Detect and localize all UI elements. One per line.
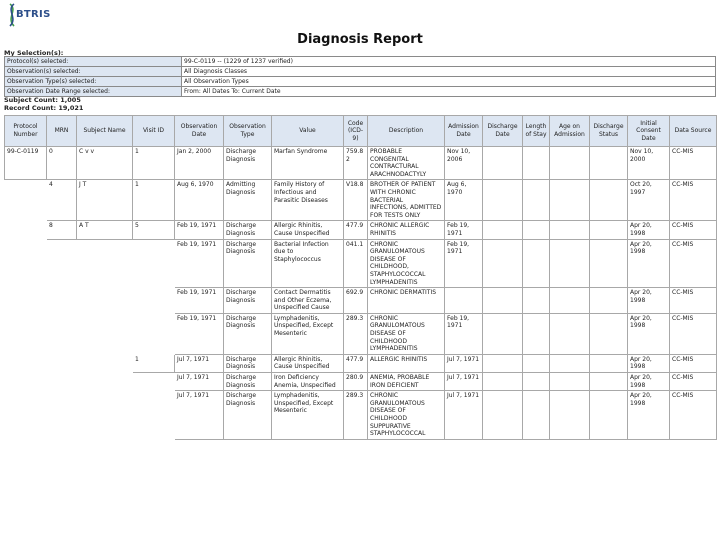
- table-cell: [5, 221, 47, 239]
- table-cell: [5, 180, 47, 221]
- table-cell: [483, 391, 523, 440]
- table-cell: Jul 7, 1971: [445, 373, 483, 391]
- table-cell: CHRONIC GRANULOMATOUS DISEASE OF CHILDHOOD, STAPHYLOCOCCAL LYMPHADENITIS: [368, 239, 445, 288]
- table-cell: [523, 221, 550, 239]
- table-cell: CC-MIS: [670, 288, 717, 314]
- table-cell: [550, 239, 590, 288]
- table-row: [5, 313, 717, 354]
- table-cell: [523, 180, 550, 221]
- table-cell: CHRONIC GRANULOMATOUS DISEASE OF CHILDHOOD LYMPHADENITIS: [368, 313, 445, 354]
- table-cell: [523, 147, 550, 180]
- table-cell: Feb 19, 1971: [445, 313, 483, 354]
- table-cell: [133, 288, 175, 314]
- table-cell: 4: [47, 180, 77, 221]
- table-cell: Bacterial Infection due to Staphylococcus: [272, 239, 344, 288]
- table-cell: [47, 373, 77, 391]
- table-cell: Discharge Diagnosis: [224, 147, 272, 180]
- table-cell: Iron Deficiency Anemia, Unspecified: [272, 373, 344, 391]
- column-header: Code (ICD-9): [344, 116, 368, 147]
- table-cell: [590, 221, 628, 239]
- selection-value: All Diagnosis Classes: [182, 67, 716, 77]
- column-header: Initial Consent Date: [628, 116, 670, 147]
- selection-value: 99-C-0119 -- (1229 of 1237 verified): [182, 57, 716, 67]
- table-cell: Discharge Diagnosis: [224, 239, 272, 288]
- table-cell: [550, 221, 590, 239]
- table-cell: Apr 20, 1998: [628, 239, 670, 288]
- table-cell: Apr 20, 1998: [628, 313, 670, 354]
- table-cell: 1: [133, 354, 175, 372]
- table-cell: PROBABLE CONGENITAL CONTRACTURAL ARACHNODACTYLY: [368, 147, 445, 180]
- table-cell: CC-MIS: [670, 221, 717, 239]
- table-cell: 280.9: [344, 373, 368, 391]
- table-cell: Jul 7, 1971: [175, 354, 224, 372]
- table-cell: 692.9: [344, 288, 368, 314]
- table-cell: Discharge Diagnosis: [224, 288, 272, 314]
- table-cell: 477.9: [344, 354, 368, 372]
- table-cell: [77, 391, 133, 440]
- table-cell: Nov 10, 2006: [445, 147, 483, 180]
- table-cell: [523, 354, 550, 372]
- table-cell: Admitting Diagnosis: [224, 180, 272, 221]
- table-cell: Jul 7, 1971: [175, 373, 224, 391]
- column-header: Value: [272, 116, 344, 147]
- column-header: Subject Name: [77, 116, 133, 147]
- column-header: Age on Admission: [550, 116, 590, 147]
- table-cell: 1: [133, 180, 175, 221]
- column-header: MRN: [47, 116, 77, 147]
- table-cell: [590, 391, 628, 440]
- table-cell: Contact Dermatitis and Other Eczema, Unspecified Cause: [272, 288, 344, 314]
- table-cell: [47, 391, 77, 440]
- table-cell: [47, 288, 77, 314]
- table-cell: Feb 19, 1971: [175, 313, 224, 354]
- table-cell: Jul 7, 1971: [445, 391, 483, 440]
- table-cell: Discharge Diagnosis: [224, 391, 272, 440]
- table-cell: [483, 373, 523, 391]
- table-cell: BROTHER OF PATIENT WITH CHRONIC BACTERIAL INFECTIONS, ADMITTED FOR TESTS ONLY: [368, 180, 445, 221]
- table-cell: Allergic Rhinitis, Cause Unspecified: [272, 354, 344, 372]
- table-cell: 8: [47, 221, 77, 239]
- table-cell: 041.1: [344, 239, 368, 288]
- record-count: Record Count: 19,021: [4, 104, 84, 112]
- table-cell: CC-MIS: [670, 391, 717, 440]
- table-cell: Allergic Rhinitis, Cause Unspecified: [272, 221, 344, 239]
- table-cell: [483, 288, 523, 314]
- table-cell: Lymphadenitis, Unspecified, Except Mesenteric: [272, 313, 344, 354]
- table-cell: 289.3: [344, 391, 368, 440]
- selection-heading: My Selection(s):: [4, 49, 64, 57]
- table-cell: [483, 221, 523, 239]
- table-cell: 477.9: [344, 221, 368, 239]
- table-row: [5, 391, 717, 440]
- table-cell: Family History of Infectious and Parasitic Diseases: [272, 180, 344, 221]
- column-header: Observation Type: [224, 116, 272, 147]
- table-cell: Oct 20, 1997: [628, 180, 670, 221]
- table-cell: 99-C-0119: [5, 147, 47, 180]
- table-cell: ANEMIA, PROBABLE IRON DEFICIENT: [368, 373, 445, 391]
- counts: [4, 96, 83, 112]
- table-cell: CC-MIS: [670, 354, 717, 372]
- table-cell: Aug 6, 1970: [175, 180, 224, 221]
- selection-table: [4, 56, 716, 97]
- table-cell: Nov 10, 2000: [628, 147, 670, 180]
- table-cell: CC-MIS: [670, 239, 717, 288]
- column-header: Length of Stay: [523, 116, 550, 147]
- table-cell: Discharge Diagnosis: [224, 373, 272, 391]
- table-cell: Feb 19, 1971: [445, 239, 483, 288]
- table-cell: [445, 288, 483, 314]
- table-row: [5, 239, 717, 288]
- table-cell: [77, 373, 133, 391]
- table-cell: ALLERGIC RHINITIS: [368, 354, 445, 372]
- table-cell: [550, 313, 590, 354]
- table-cell: [133, 239, 175, 288]
- table-cell: A T: [77, 221, 133, 239]
- column-header: Discharge Date: [483, 116, 523, 147]
- table-cell: 0: [47, 147, 77, 180]
- table-cell: [77, 288, 133, 314]
- selection-key: Observation Date Range selected:: [5, 87, 182, 97]
- table-cell: [47, 239, 77, 288]
- table-cell: [590, 354, 628, 372]
- table-cell: Aug 6, 1970: [445, 180, 483, 221]
- table-cell: [47, 354, 77, 372]
- table-cell: CHRONIC ALLERGIC RHINITIS: [368, 221, 445, 239]
- selection-key: Protocol(s) selected:: [5, 57, 182, 67]
- column-header: Visit ID: [133, 116, 175, 147]
- table-cell: [550, 373, 590, 391]
- table-cell: [523, 239, 550, 288]
- table-header-row: [5, 116, 717, 147]
- table-row: [5, 180, 717, 221]
- table-cell: Apr 20, 1998: [628, 221, 670, 239]
- table-row: [5, 373, 717, 391]
- table-cell: [133, 391, 175, 440]
- table-row: [5, 354, 717, 372]
- selection-key: Observation Type(s) selected:: [5, 77, 182, 87]
- table-cell: Feb 19, 1971: [445, 221, 483, 239]
- table-cell: [77, 313, 133, 354]
- table-cell: CHRONIC DERMATITIS: [368, 288, 445, 314]
- table-cell: Feb 19, 1971: [175, 239, 224, 288]
- table-cell: [5, 313, 47, 354]
- table-cell: 759.82: [344, 147, 368, 180]
- table-cell: J T: [77, 180, 133, 221]
- table-cell: [523, 391, 550, 440]
- table-cell: [590, 313, 628, 354]
- table-cell: [590, 288, 628, 314]
- table-cell: CHRONIC GRANULOMATOUS DISEASE OF CHILDHOOD SUPPURATIVE STAPHYLOCOCCAL: [368, 391, 445, 440]
- table-cell: 289.3: [344, 313, 368, 354]
- table-cell: [483, 147, 523, 180]
- table-cell: [550, 288, 590, 314]
- table-cell: [483, 313, 523, 354]
- table-cell: [5, 239, 47, 288]
- table-cell: Apr 20, 1998: [628, 354, 670, 372]
- btris-logo: [4, 2, 51, 30]
- column-header: Admission Date: [445, 116, 483, 147]
- column-header: Description: [368, 116, 445, 147]
- selection-row: [5, 67, 716, 77]
- table-cell: CC-MIS: [670, 147, 717, 180]
- table-cell: Jan 2, 2000: [175, 147, 224, 180]
- selection-value: From: All Dates To: Current Date: [182, 87, 716, 97]
- column-header: Observation Date: [175, 116, 224, 147]
- table-row: [5, 288, 717, 314]
- table-cell: Apr 20, 1998: [628, 288, 670, 314]
- table-cell: 5: [133, 221, 175, 239]
- table-cell: [5, 391, 47, 440]
- table-cell: [590, 180, 628, 221]
- table-cell: [550, 180, 590, 221]
- logo-text: BTRIS: [16, 9, 51, 20]
- selection-key: Observation(s) selected:: [5, 67, 182, 77]
- table-cell: [133, 313, 175, 354]
- table-cell: Feb 19, 1971: [175, 288, 224, 314]
- table-cell: [47, 313, 77, 354]
- table-cell: V18.8: [344, 180, 368, 221]
- table-cell: [550, 391, 590, 440]
- table-cell: [483, 180, 523, 221]
- table-row: [5, 221, 717, 239]
- table-cell: Discharge Diagnosis: [224, 221, 272, 239]
- table-cell: CC-MIS: [670, 180, 717, 221]
- table-row: [5, 147, 717, 180]
- selection-row: [5, 77, 716, 87]
- table-cell: Jul 7, 1971: [175, 391, 224, 440]
- table-cell: [133, 373, 175, 391]
- table-cell: [523, 288, 550, 314]
- column-header: Protocol Number: [5, 116, 47, 147]
- selection-row: [5, 57, 716, 67]
- table-cell: CC-MIS: [670, 373, 717, 391]
- table-cell: [5, 354, 47, 372]
- table-cell: Lymphadenitis, Unspecified, Except Mesenteric: [272, 391, 344, 440]
- report-title: Diagnosis Report: [297, 32, 423, 47]
- table-cell: Feb 19, 1971: [175, 221, 224, 239]
- table-cell: [5, 373, 47, 391]
- table-cell: [483, 239, 523, 288]
- table-cell: [590, 239, 628, 288]
- table-cell: Apr 20, 1998: [628, 391, 670, 440]
- table-cell: [523, 313, 550, 354]
- table-cell: Jul 7, 1971: [445, 354, 483, 372]
- table-cell: Marfan Syndrome: [272, 147, 344, 180]
- table-cell: C v v: [77, 147, 133, 180]
- table-cell: [523, 373, 550, 391]
- table-cell: CC-MIS: [670, 313, 717, 354]
- table-cell: Apr 20, 1998: [628, 373, 670, 391]
- column-header: Discharge Status: [590, 116, 628, 147]
- table-cell: Discharge Diagnosis: [224, 354, 272, 372]
- table-cell: [77, 354, 133, 372]
- table-cell: [590, 373, 628, 391]
- table-cell: [5, 288, 47, 314]
- subject-count: Subject Count: 1,005: [4, 96, 81, 104]
- table-cell: 1: [133, 147, 175, 180]
- column-header: Data Source: [670, 116, 717, 147]
- table-cell: [550, 354, 590, 372]
- table-cell: Discharge Diagnosis: [224, 313, 272, 354]
- table-cell: [483, 354, 523, 372]
- table-cell: [77, 239, 133, 288]
- selection-value: All Observation Types: [182, 77, 716, 87]
- diagnosis-table: [4, 115, 717, 440]
- selection-row: [5, 87, 716, 97]
- table-cell: [590, 147, 628, 180]
- table-cell: [550, 147, 590, 180]
